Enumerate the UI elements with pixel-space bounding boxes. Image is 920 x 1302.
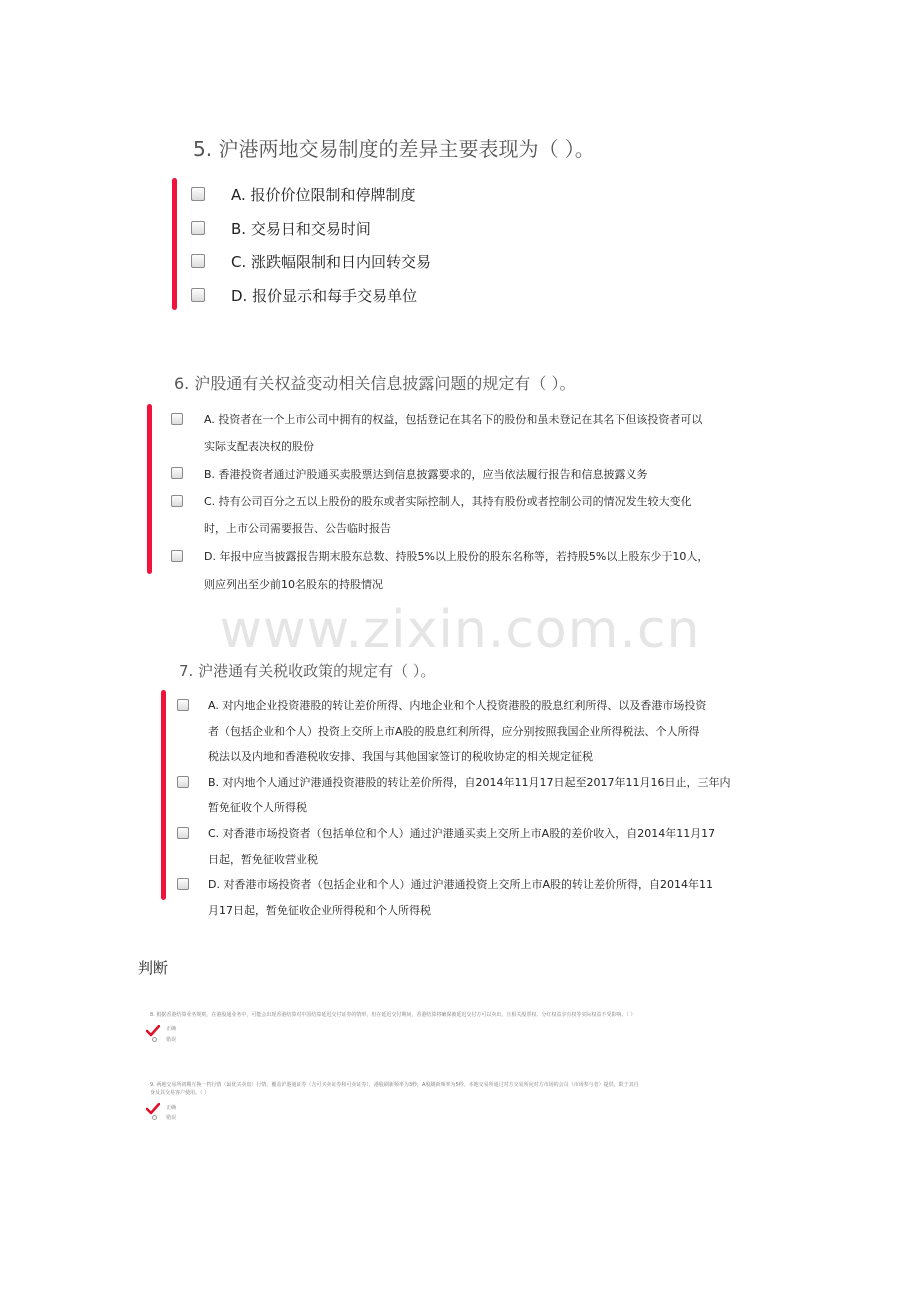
red-highlight-mark xyxy=(161,690,166,900)
option-7c-line2: 日起，暂免征收营业税 xyxy=(208,853,318,866)
checkbox-5c[interactable] xyxy=(191,254,205,268)
option-5a: A. 报价价位限制和停牌制度 xyxy=(231,186,416,204)
question-5-title: 5. 沪港两地交易制度的差异主要表现为（ ）。 xyxy=(193,137,595,161)
option-7c-line1: C. 对香港市场投资者（包括单位和个人）通过沪港通买卖上交所上市A股的差价收入，自2014年11月17 xyxy=(208,827,716,840)
option-6d-line2: 则应列出至少前10名股东的持股情况 xyxy=(204,578,383,591)
q8-wrong-radio[interactable] xyxy=(152,1037,157,1042)
question-9-text-line2: 身及其交易客户使用。（ ） xyxy=(150,1090,210,1096)
question-9-text-line1: 9. 两地交易所初期互换一档行情（最优买卖盘）行情，覆盖沪港通证券（含可买卖证券和可卖证券），港股刷新频率为3秒，A股刷新频率为5秒。本地交易所通过对方交易所向对方市场的会员（市场参与者）提供，限于其自 xyxy=(150,1082,639,1088)
option-7a-line3: 税法以及内地和香港税收安排、我国与其他国家签订的税收协定的相关规定征税 xyxy=(208,750,593,763)
checkbox-6b[interactable] xyxy=(171,467,183,479)
checkbox-5b[interactable] xyxy=(191,221,205,235)
option-6c-line1: C. 持有公司百分之五以上股份的股东或者实际控制人，其持有股份或者控制公司的情况发生较大变化 xyxy=(204,495,692,508)
question-6-title: 6. 沪股通有关权益变动相关信息披露问题的规定有（ ）。 xyxy=(174,374,576,393)
question-8-text: 8. 根据香港结算业务规则，在港股通业务中，可能会出现香港结算对中国结算延迟交付证券的情形，但在延迟交付期间，香港结算将确保被延迟交付方可以卖出，且相关股票权、分红权益享有权等实际权益不受影响。（ ） xyxy=(150,1012,636,1018)
checkbox-7a[interactable] xyxy=(177,699,189,711)
option-6b-line1: B. 香港投资者通过沪股通买卖股票达到信息披露要求的，应当依法履行报告和信息披露义务 xyxy=(204,468,648,481)
checkbox-7b[interactable] xyxy=(177,776,189,788)
checkbox-7c[interactable] xyxy=(177,827,189,839)
option-5c: C. 涨跌幅限制和日内回转交易 xyxy=(231,253,432,271)
option-6a-line1: A. 投资者在一个上市公司中拥有的权益，包括登记在其名下的股份和虽未登记在其名下但该投资者可以 xyxy=(204,413,703,426)
question-7-title: 7. 沪港通有关税收政策的规定有（ ）。 xyxy=(179,662,436,680)
option-7b-line1: B. 对内地个人通过沪港通投资港股的转让差价所得，自2014年11月17日起至2017年11月16日止，三年内 xyxy=(208,776,731,789)
option-7d-line1: D. 对香港市场投资者（包括企业和个人）通过沪港通投资上交所上市A股的转让差价所得，自2014年11 xyxy=(208,878,713,891)
red-highlight-mark xyxy=(172,178,177,310)
option-7a-line1: A. 对内地企业投资港股的转让差价所得、内地企业和个人投资港股的股息红利所得、以及香港市场投资 xyxy=(208,699,707,712)
option-6c-line2: 时，上市公司需要报告、公告临时报告 xyxy=(204,522,391,535)
option-7d-line2: 月17日起，暂免征收企业所得税和个人所得税 xyxy=(208,904,431,917)
option-7a-line2: 者（包括企业和个人）投资上交所上市A股的股息红利所得，应分别按照我国企业所得税法、个人所得 xyxy=(208,725,700,738)
option-6d-line1: D. 年报中应当披露报告期末股东总数、持股5%以上股份的股东名称等，若持股5%以上股东少于10人， xyxy=(204,550,709,563)
q9-wrong-radio[interactable] xyxy=(152,1115,157,1120)
red-highlight-mark xyxy=(147,404,152,574)
option-5d: D. 报价显示和每手交易单位 xyxy=(231,287,418,305)
checkbox-6c[interactable] xyxy=(171,495,183,507)
option-6a-line2: 实际支配表决权的股份 xyxy=(204,440,314,453)
checkbox-7d[interactable] xyxy=(177,878,189,890)
section-title: 判断 xyxy=(138,959,169,977)
checkbox-5d[interactable] xyxy=(191,288,205,302)
checkbox-5a[interactable] xyxy=(191,187,205,201)
option-7b-line2: 暂免征收个人所得税 xyxy=(208,801,307,814)
checkbox-6a[interactable] xyxy=(171,413,183,425)
option-5b: B. 交易日和交易时间 xyxy=(231,220,371,238)
checkbox-6d[interactable] xyxy=(171,550,183,562)
watermark: www.zixin.com.cn xyxy=(219,600,701,660)
q9-wrong-label: 错误 xyxy=(166,1115,177,1121)
q9-correct-label: 正确 xyxy=(166,1105,177,1111)
q8-wrong-label: 错误 xyxy=(166,1037,177,1043)
q8-correct-label: 正确 xyxy=(166,1026,177,1032)
